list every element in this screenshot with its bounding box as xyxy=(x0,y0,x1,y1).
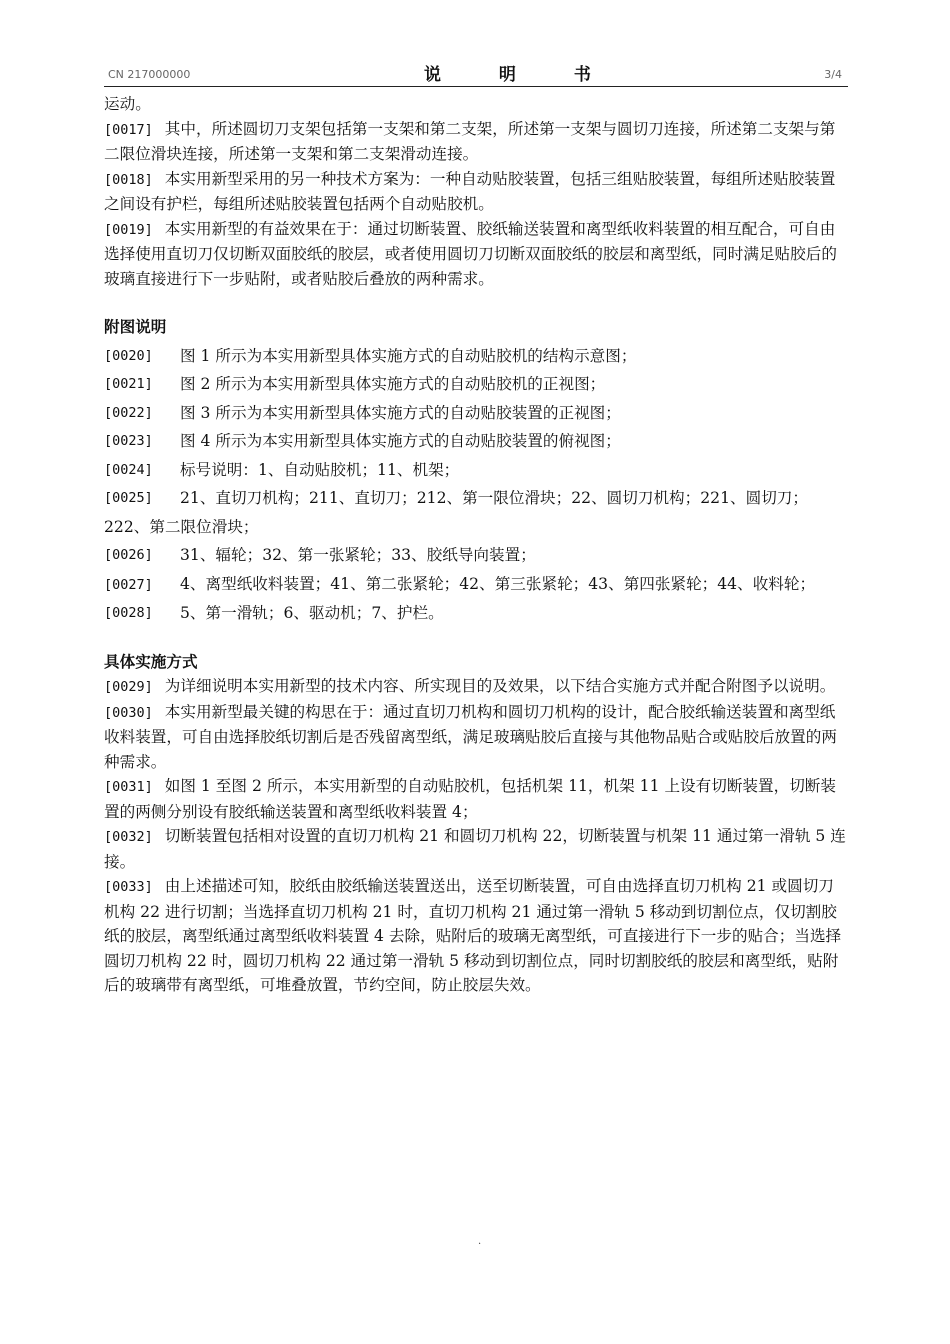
paragraph-text: 5、第一滑轨；6、驱动机；7、护栏。 xyxy=(180,604,444,622)
paragraph-text: 为详细说明本实用新型的技术内容、所实现目的及效果，以下结合实施方式并配合附图予以说明。 xyxy=(164,677,836,695)
figure-item-0026 xyxy=(104,543,848,568)
paragraph-tag: [0029] xyxy=(104,679,153,695)
paragraph-0017 xyxy=(104,117,848,167)
paragraph-tag: [0019] xyxy=(104,221,153,238)
section-heading-implementation: 具体实施方式 xyxy=(104,652,198,671)
paragraph-tag: [0032] xyxy=(104,829,153,845)
figure-item-0021 xyxy=(104,372,848,397)
paragraph-text: 切断装置包括相对设置的直切刀机构 21 和圆切刀机构 22，切断装置与机架 11 通过第一滑轨 5 连接。 xyxy=(104,827,846,871)
paragraph-text: 图 3 所示为本实用新型具体实施方式的自动贴胶装置的正视图； xyxy=(180,403,621,422)
paragraph-text: 其中，所述圆切刀支架包括第一支架和第二支架，所述第一支架与圆切刀连接，所述第二支架与第二限位滑块连接，所述第一支架和第二支架滑动连接。 xyxy=(104,119,836,163)
figure-item-0027 xyxy=(104,572,848,598)
page-header xyxy=(104,62,848,88)
figure-item-0024 xyxy=(104,458,848,483)
intro-text: 运动。 xyxy=(104,95,151,113)
patent-number: CN 217000000 xyxy=(108,68,191,81)
paragraph-text: 本实用新型最关键的构思在于：通过直切刀机构和圆切刀机构的设计，配合胶纸输送装置和离型纸收料装置，可自由选择胶纸切割后是否残留离型纸，满足玻璃贴胶后直接与其他物品贴合或贴胶后放置的两种需求。 xyxy=(104,702,837,771)
paragraph-text: 图 4 所示为本实用新型具体实施方式的自动贴胶装置的俯视图； xyxy=(180,432,621,450)
paragraph-0031 xyxy=(104,774,848,824)
paragraph-text: 4、离型纸收料装置；41、第二张紧轮；42、第三张紧轮；43、第四张紧轮；44、收料轮； xyxy=(180,574,816,593)
paragraph-tag: [0020] xyxy=(104,347,153,364)
paragraph-tag: [0026] xyxy=(104,547,153,563)
figure-item-0020 xyxy=(104,344,848,369)
document-body xyxy=(104,92,848,998)
paragraph-text: 本实用新型采用的另一种技术方案为：一种自动贴胶装置，包括三组贴胶装置，每组所述贴胶装置之间设有护栏，每组所述贴胶装置包括两个自动贴胶机。 xyxy=(104,169,836,213)
paragraph-text: 31、辐轮；32、第一张紧轮；33、胶纸导向装置； xyxy=(180,546,536,564)
figure-item-0025 xyxy=(104,486,848,511)
paragraph-0019 xyxy=(104,217,848,292)
figure-item-0023 xyxy=(104,429,848,454)
paragraph-tag: [0028] xyxy=(104,605,153,621)
figure-item-0022 xyxy=(104,401,848,426)
paragraph-tag: [0027] xyxy=(104,576,153,593)
paragraph-tag: [0031] xyxy=(104,779,153,795)
paragraph-tag: [0033] xyxy=(104,879,153,895)
paragraph-text: 如图 1 至图 2 所示，本实用新型的自动贴胶机，包括机架 11，机架 11 上设有切断装置，切断装置的两侧分别设有胶纸输送装置和离型纸收料装置 4； xyxy=(104,777,836,821)
paragraph-text: 图 2 所示为本实用新型具体实施方式的自动贴胶机的正视图； xyxy=(180,375,606,393)
paragraph-0029 xyxy=(104,674,848,700)
paragraph-0030 xyxy=(104,700,848,775)
label-line-222: 222、第二限位滑块； xyxy=(104,517,259,536)
paragraph-tag: [0025] xyxy=(104,490,153,506)
paragraph-0018 xyxy=(104,167,848,217)
paragraph-tag: [0023] xyxy=(104,433,153,449)
paragraph-tag: [0017] xyxy=(104,121,153,138)
section-heading-figures: 附图说明 xyxy=(104,318,167,336)
paragraph-tag: [0018] xyxy=(104,171,153,188)
paragraph-tag: [0022] xyxy=(104,404,153,421)
paragraph-text: 21、直切刀机构；211、直切刀；212、第一限位滑块；22、圆切刀机构；221、圆切刀； xyxy=(180,489,808,507)
paragraph-text: 标号说明：1、自动贴胶机；11、机架； xyxy=(180,460,460,479)
paragraph-tag: [0024] xyxy=(104,461,153,478)
paragraph-text: 本实用新型的有益效果在于：通过切断装置、胶纸输送装置和离型纸收料装置的相互配合，可自由选择使用直切刀仅切断双面胶纸的胶层，或者使用圆切刀切断双面胶纸的胶层和离型纸，同时满足贴胶后的玻璃直接进行下一步贴附，或者贴胶后叠放的两种需求。 xyxy=(104,219,837,288)
figure-item-0028 xyxy=(104,601,848,626)
paragraph-tag: [0030] xyxy=(104,704,153,721)
paragraph-tag: [0021] xyxy=(104,376,153,392)
paragraph-0032 xyxy=(104,824,848,874)
paragraph-text: 图 1 所示为本实用新型具体实施方式的自动贴胶机的结构示意图； xyxy=(180,346,637,365)
paragraph-0033 xyxy=(104,874,848,998)
document-title: 说 明 书 xyxy=(424,65,617,85)
footer-dot: . xyxy=(478,1236,482,1247)
header-rule xyxy=(104,86,848,87)
paragraph-text: 由上述描述可知，胶纸由胶纸输送装置送出，送至切断装置，可自由选择直切刀机构 21 或圆切刀机构 22 进行切割；当选择直切刀机构 21 时，直切刀机构 21 通过第一滑轨 5 移动到切割位点，仅切割胶纸的胶层，离型纸通过离型纸收料装置 4 去除，贴附后的玻璃无离型纸，可直接进行下一步的贴合；当选择圆切刀机构 22 时，圆切刀机构 22 通过第一滑轨 5 移动到切割位点，同时切割胶纸的胶层和离型纸，贴附后的玻璃带有离型纸，可堆叠放置，节约空间，防止胶层失效。 xyxy=(104,877,842,994)
page-number: 3/4 xyxy=(824,68,842,81)
